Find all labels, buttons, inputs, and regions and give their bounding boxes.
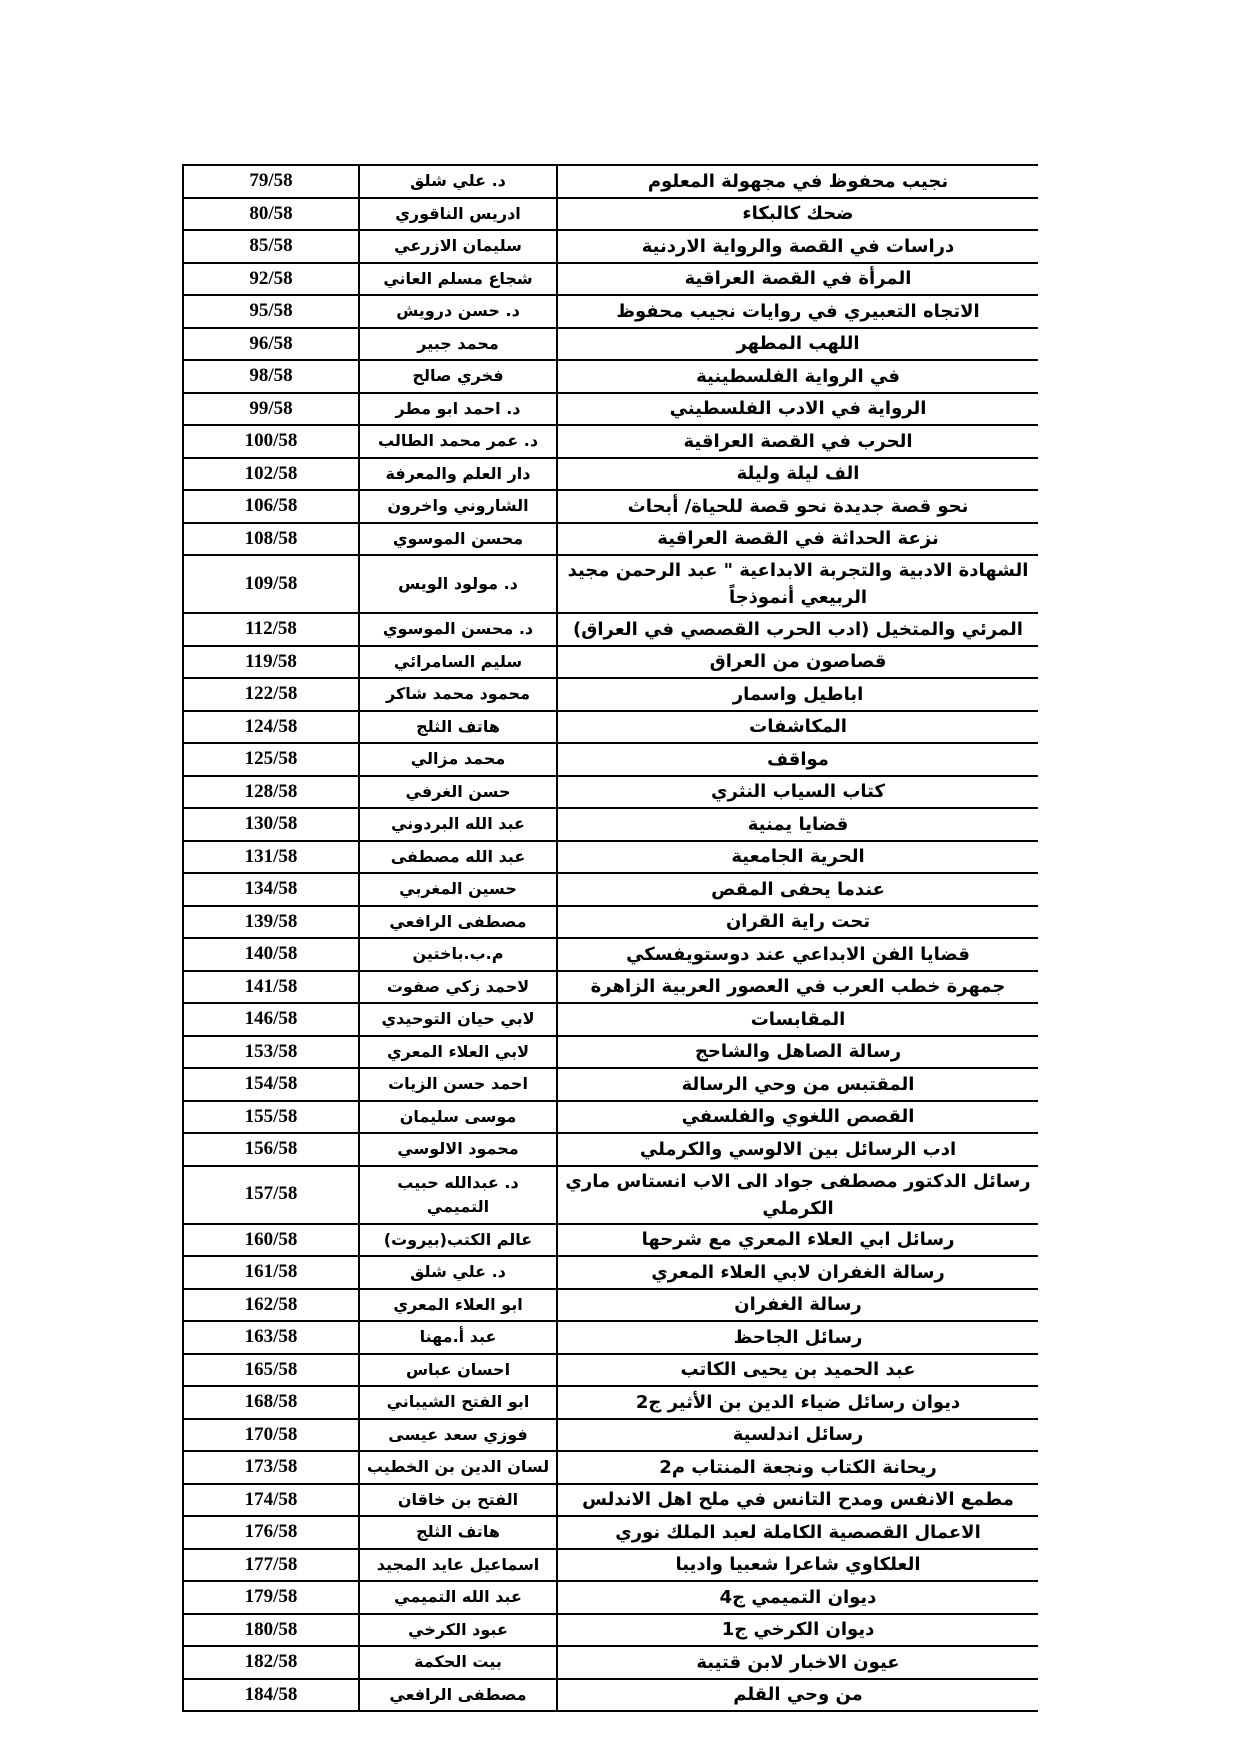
book-title-cell: قضايا الفن الابداعي عند دوستويفسكي [626, 943, 970, 965]
book-author-cell: ابو الفتح الشيباني [360, 1387, 558, 1418]
table-row [184, 1680, 1038, 1713]
book-title-cell: ريحانة الكتاب ونجعة المنتاب م2 [659, 1456, 937, 1478]
book-title-cell: نجيب محفوظ في مجهولة المعلوم [647, 170, 949, 192]
book-number-cell: 161/58 [184, 1257, 360, 1288]
table-row [184, 907, 1038, 940]
book-number-cell: 153/58 [184, 1037, 360, 1068]
book-author-cell: عبد الله التميمي [360, 1582, 558, 1613]
book-number-cell: 176/58 [184, 1517, 360, 1548]
table-row [184, 1069, 1038, 1102]
book-title-cell: ديوان رسائل ضياء الدين بن الأثير ج2 [635, 1391, 961, 1413]
table-row [184, 1167, 1038, 1225]
book-author-cell: الفتح بن خاقان [360, 1485, 558, 1516]
book-title-cell: رسائل ابي العلاء المعري مع شرحها [641, 1229, 955, 1251]
book-title-cell: رسالة الغفران لابي العلاء المعري [651, 1261, 945, 1283]
book-number-cell: 162/58 [184, 1290, 360, 1321]
book-author-cell: محسن الموسوي [360, 524, 558, 555]
book-author-cell: حسين المغربي [360, 874, 558, 905]
book-number-cell: 79/58 [184, 166, 360, 197]
book-title-cell: رسالة الغفران [734, 1294, 862, 1316]
book-author-cell: احسان عباس [360, 1355, 558, 1386]
book-author-cell: د. حسن درويش [360, 296, 558, 327]
book-number-cell: 96/58 [184, 329, 360, 360]
book-title-cell: نزعة الحداثة في القصة العراقية [657, 528, 939, 550]
table-row [184, 1355, 1038, 1388]
book-author-cell: مصطفى الرافعي [360, 907, 558, 938]
book-author-cell: محمود الالوسي [360, 1134, 558, 1165]
table-row [184, 199, 1038, 232]
table-row [184, 329, 1038, 362]
book-author-cell: د. احمد ابو مطر [360, 394, 558, 425]
table-row [184, 647, 1038, 680]
book-author-cell: مصطفى الرافعي [360, 1680, 558, 1711]
book-author-cell: سليمان الازرعي [360, 231, 558, 262]
book-number-cell: 157/58 [184, 1167, 360, 1223]
book-number-cell: 92/58 [184, 264, 360, 295]
table-row [184, 1037, 1038, 1070]
book-number-cell: 100/58 [184, 426, 360, 457]
table-row [184, 1004, 1038, 1037]
table-row [184, 1485, 1038, 1518]
table-row [184, 809, 1038, 842]
book-title-cell: المكاشفات [749, 716, 847, 738]
book-author-cell: لاحمد زكي صفوت [360, 972, 558, 1003]
book-title-cell: ادب الرسائل بين الالوسي والكرملي [639, 1138, 957, 1160]
table-row [184, 1102, 1038, 1135]
book-author-cell: اسماعيل عايد المجيد [360, 1550, 558, 1581]
book-author-cell: د. علي شلق [360, 1257, 558, 1288]
book-author-cell: احمد حسن الزيات [360, 1069, 558, 1100]
book-number-cell: 168/58 [184, 1387, 360, 1418]
book-number-cell: 112/58 [184, 614, 360, 645]
book-number-cell: 98/58 [184, 361, 360, 392]
table-row [184, 744, 1038, 777]
book-author-cell: لابي العلاء المعري [360, 1037, 558, 1068]
book-author-cell: محمد مزالي [360, 744, 558, 775]
book-author-cell: ابو العلاء المعري [360, 1290, 558, 1321]
book-title-cell: قصاصون من العراق [709, 651, 887, 673]
book-title-cell: الف ليلة وليلة [736, 463, 860, 485]
book-author-cell: ادريس الناقوري [360, 199, 558, 230]
book-title-cell: كتاب السياب النثري [711, 781, 885, 803]
book-number-cell: 163/58 [184, 1322, 360, 1353]
books-index-table [182, 164, 1038, 1712]
table-row [184, 679, 1038, 712]
book-number-cell: 125/58 [184, 744, 360, 775]
table-row [184, 264, 1038, 297]
book-number-cell: 108/58 [184, 524, 360, 555]
book-author-cell: م.ب.باختين [360, 939, 558, 970]
table-row [184, 874, 1038, 907]
book-title-cell: ديوان التميمي ج4 [719, 1586, 877, 1608]
book-title-cell: تحت راية القران [725, 911, 871, 933]
book-title-cell: دراسات في القصة والرواية الاردنية [641, 235, 955, 257]
book-author-cell: شجاع مسلم العاني [360, 264, 558, 295]
table-row [184, 491, 1038, 524]
book-title-cell: نحو قصة جديدة نحو قصة للحياة/ أبحاث [627, 495, 969, 517]
book-number-cell: 155/58 [184, 1102, 360, 1133]
book-title-cell: مطمع الانفس ومدح التانس في ملح اهل الاندلس [582, 1489, 1014, 1511]
book-author-cell: بيت الحكمة [360, 1647, 558, 1678]
book-title-cell: العلكاوي شاعرا شعبيا واديبا [675, 1554, 921, 1576]
book-number-cell: 180/58 [184, 1615, 360, 1646]
book-number-cell: 182/58 [184, 1647, 360, 1678]
book-author-cell: سليم السامرائي [360, 647, 558, 678]
table-row [184, 1225, 1038, 1258]
book-number-cell: 139/58 [184, 907, 360, 938]
book-title-cell: رسائل الجاحظ [733, 1326, 863, 1348]
table-row [184, 1647, 1038, 1680]
table-row [184, 1290, 1038, 1323]
book-author-cell: لابي حيان التوحيدي [360, 1004, 558, 1035]
table-row [184, 1452, 1038, 1485]
table-row [184, 939, 1038, 972]
book-author-cell: د. مولود الويس [360, 556, 558, 612]
table-row [184, 361, 1038, 394]
table-row [184, 614, 1038, 647]
book-number-cell: 95/58 [184, 296, 360, 327]
book-author-cell: حسن الغرفي [360, 777, 558, 808]
book-title-cell: رسائل اندلسية [732, 1424, 864, 1446]
book-title-cell: الشهادة الادبية والتجربة الابداعية " عبد الرحمن مجيد الربيعي أنموذجاً [567, 560, 1029, 608]
book-author-cell: فوزي سعد عيسى [360, 1420, 558, 1451]
book-author-cell: الشاروني واخرون [360, 491, 558, 522]
book-number-cell: 141/58 [184, 972, 360, 1003]
book-number-cell: 85/58 [184, 231, 360, 262]
book-number-cell: 106/58 [184, 491, 360, 522]
book-author-cell: د. عمر محمد الطالب [360, 426, 558, 457]
book-title-cell: الاعمال القصصية الكاملة لعبد الملك نوري [615, 1521, 981, 1543]
book-number-cell: 154/58 [184, 1069, 360, 1100]
table-row [184, 1387, 1038, 1420]
book-title-cell: المرئي والمتخيل (ادب الحرب القصصي في العراق) [573, 618, 1023, 640]
book-title-cell: المقتبس من وحي الرسالة [681, 1073, 915, 1095]
book-number-cell: 124/58 [184, 712, 360, 743]
table-row [184, 1615, 1038, 1648]
book-author-cell: عبد الله البردوني [360, 809, 558, 840]
book-number-cell: 134/58 [184, 874, 360, 905]
table-row [184, 394, 1038, 427]
table-row [184, 296, 1038, 329]
book-author-cell: د. محسن الموسوي [360, 614, 558, 645]
book-title-cell: الحرب في القصة العراقية [683, 430, 913, 452]
table-row [184, 231, 1038, 264]
book-title-cell: جمهرة خطب العرب في العصور العربية الزاهرة [590, 976, 1006, 998]
table-row [184, 1550, 1038, 1583]
book-number-cell: 109/58 [184, 556, 360, 612]
book-number-cell: 173/58 [184, 1452, 360, 1483]
book-author-cell: هاتف الثلج [360, 712, 558, 743]
book-author-cell: لسان الدين بن الخطيب [360, 1452, 558, 1483]
table-row [184, 1134, 1038, 1167]
book-title-cell: عيون الاخبار لابن قتيبة [696, 1651, 900, 1673]
table-row [184, 556, 1038, 614]
book-author-cell: د. علي شلق [360, 166, 558, 197]
book-number-cell: 156/58 [184, 1134, 360, 1165]
book-number-cell: 80/58 [184, 199, 360, 230]
table-row [184, 777, 1038, 810]
book-title-cell: الاتجاه التعبيري في روايات نجيب محفوظ [616, 300, 980, 322]
book-number-cell: 99/58 [184, 394, 360, 425]
book-title-cell: اللهب المطهر [736, 333, 860, 355]
book-number-cell: 179/58 [184, 1582, 360, 1613]
book-number-cell: 122/58 [184, 679, 360, 710]
book-number-cell: 177/58 [184, 1550, 360, 1581]
table-row [184, 459, 1038, 492]
book-author-cell: عبود الكرخي [360, 1615, 558, 1646]
book-number-cell: 140/58 [184, 939, 360, 970]
book-number-cell: 184/58 [184, 1680, 360, 1711]
book-title-cell: الحرية الجامعية [731, 846, 865, 868]
book-number-cell: 119/58 [184, 647, 360, 678]
book-number-cell: 146/58 [184, 1004, 360, 1035]
book-author-cell: د. عبدالله حبيب التميمي [360, 1167, 558, 1223]
book-number-cell: 130/58 [184, 809, 360, 840]
book-title-cell: من وحي القلم [733, 1684, 863, 1706]
book-author-cell: عبد أ.مهنا [360, 1322, 558, 1353]
book-author-cell: عالم الكتب(بيروت) [360, 1225, 558, 1256]
table-row [184, 1517, 1038, 1550]
book-title-cell: في الرواية الفلسطينية [696, 365, 900, 387]
book-title-cell: عبد الحميد بن يحيى الكاتب [680, 1359, 916, 1381]
book-title-cell: ديوان الكرخي ج1 [721, 1619, 875, 1641]
book-title-cell: ضحك كالبكاء [742, 203, 854, 225]
book-number-cell: 131/58 [184, 842, 360, 873]
book-author-cell: عبد الله مصطفى [360, 842, 558, 873]
book-number-cell: 102/58 [184, 459, 360, 490]
book-title-cell: رسائل الدكتور مصطفى جواد الى الاب انستاس ماري الكرملي [565, 1170, 1031, 1219]
book-title-cell: المقابسات [750, 1008, 846, 1030]
table-row [184, 972, 1038, 1005]
book-author-cell: هاتف الثلج [360, 1517, 558, 1548]
book-number-cell: 128/58 [184, 777, 360, 808]
table-row [184, 712, 1038, 745]
book-author-cell: موسى سليمان [360, 1102, 558, 1133]
table-row [184, 1582, 1038, 1615]
book-author-cell: دار العلم والمعرفة [360, 459, 558, 490]
book-number-cell: 160/58 [184, 1225, 360, 1256]
table-row [184, 166, 1038, 199]
book-author-cell: فخري صالح [360, 361, 558, 392]
book-author-cell: محمد جبير [360, 329, 558, 360]
table-row [184, 842, 1038, 875]
book-title-cell: اباطيل واسمار [732, 683, 864, 705]
book-number-cell: 165/58 [184, 1355, 360, 1386]
book-title-cell: مواقف [767, 748, 829, 770]
book-title-cell: عندما يحفى المقص [711, 878, 885, 900]
book-title-cell: المرأة في القصة العراقية [684, 268, 912, 290]
table-row [184, 1257, 1038, 1290]
book-author-cell: محمود محمد شاكر [360, 679, 558, 710]
table-row [184, 1420, 1038, 1453]
book-title-cell: القصص اللغوي والفلسفي [681, 1106, 915, 1128]
table-row [184, 426, 1038, 459]
book-number-cell: 170/58 [184, 1420, 360, 1451]
book-number-cell: 174/58 [184, 1485, 360, 1516]
table-row [184, 524, 1038, 557]
book-title-cell: قضايا يمنية [747, 813, 849, 835]
book-title-cell: رسالة الصاهل والشاحج [694, 1041, 902, 1063]
table-row [184, 1322, 1038, 1355]
book-title-cell: الرواية في الادب الفلسطيني [669, 398, 927, 420]
